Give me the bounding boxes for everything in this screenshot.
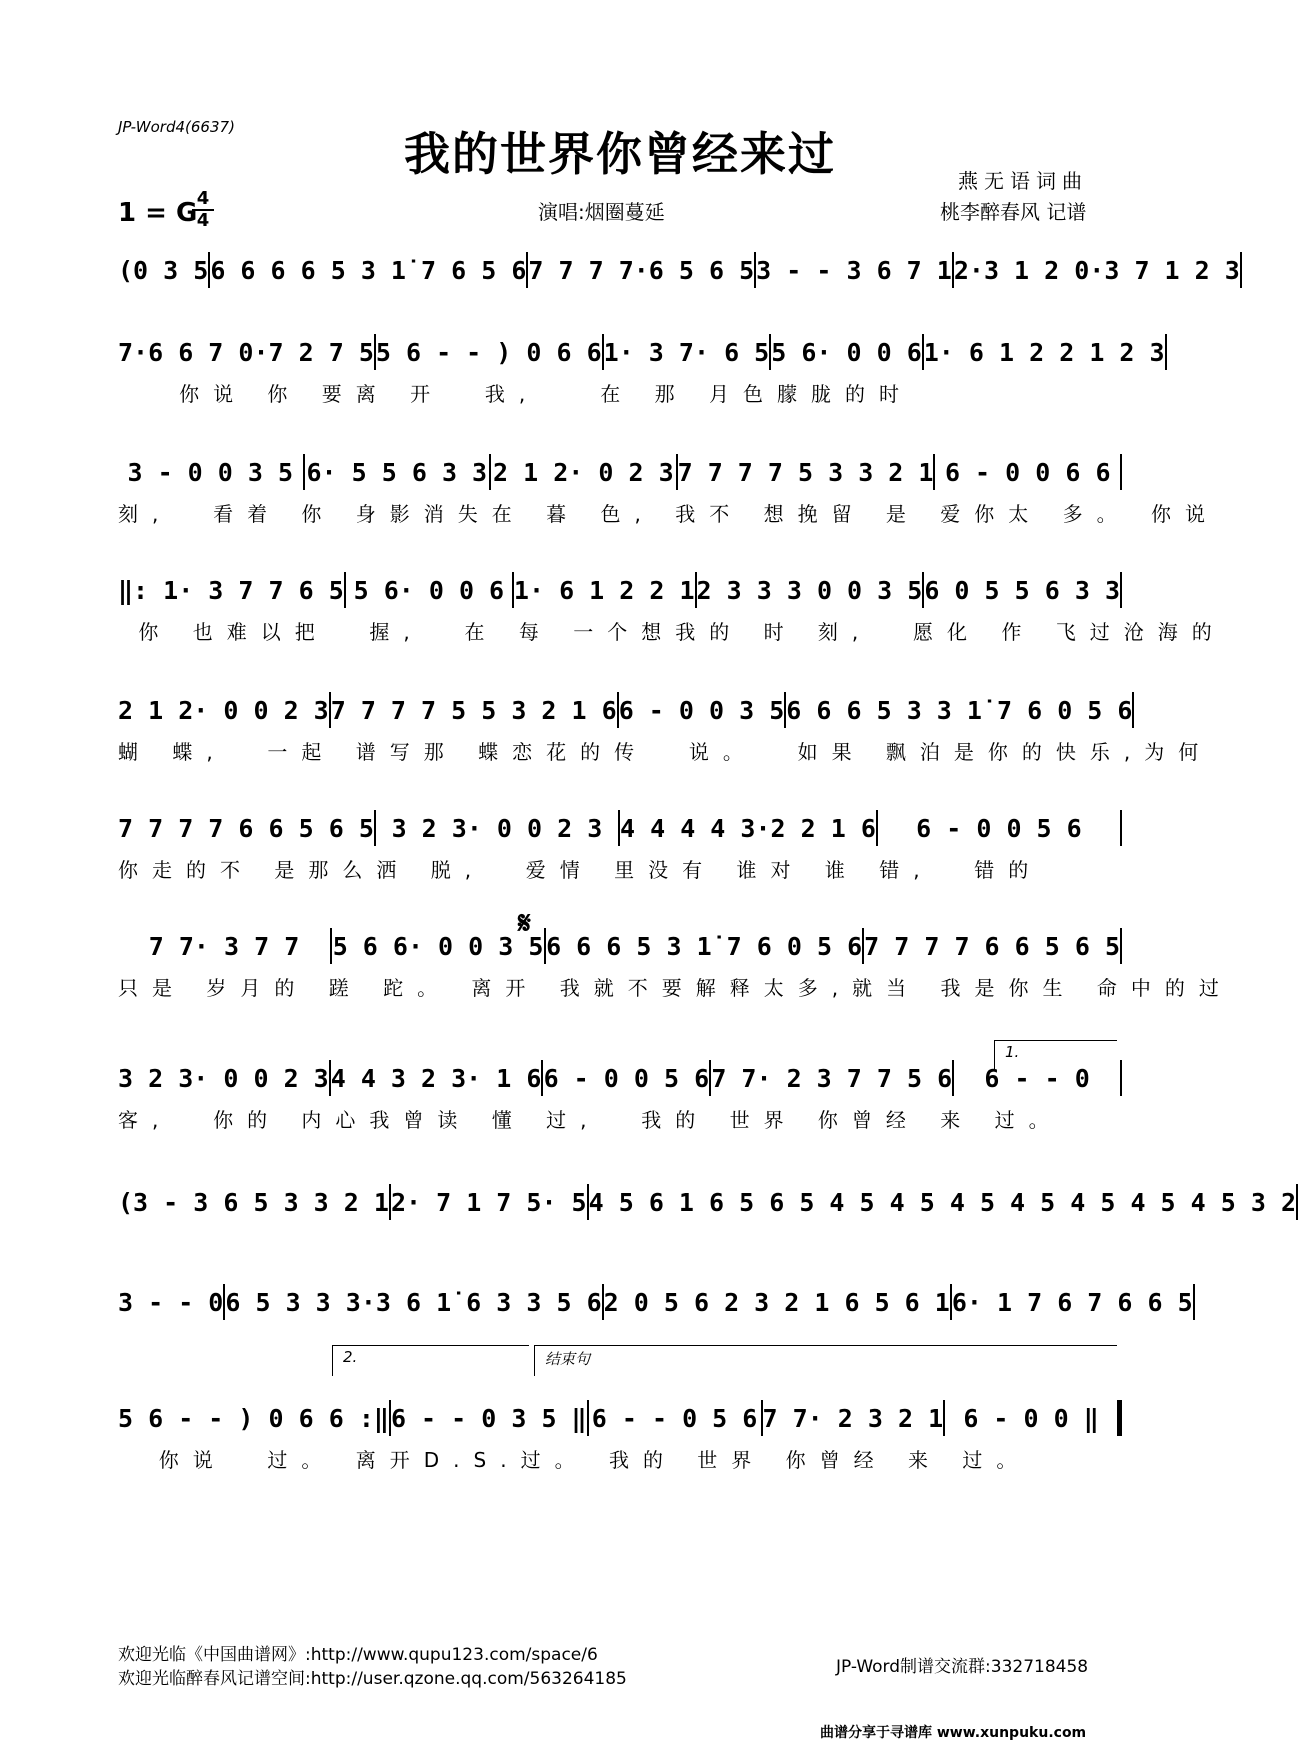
footer-site-link-2: 欢迎光临醉春风记谱空间:http://user.qzone.qq.com/563264185 [118, 1669, 627, 1689]
credit-lyrics: 燕无语词曲 [958, 169, 1088, 193]
footer-site-link-1: 欢迎光临《中国曲谱网》:http://www.qupu123.com/space/6 [118, 1645, 598, 1665]
barline [1165, 334, 1167, 370]
measure: ‖: 1· 3 7 7 6 5 [118, 575, 344, 605]
measure: 1· 6 1 2 2 1 [513, 575, 695, 605]
score-row [118, 808, 1122, 882]
score-row [118, 570, 1226, 644]
measure: 2·3 1 2 0·3 7 1 2 3 [953, 255, 1240, 285]
notes-line [118, 1398, 1122, 1438]
measure: 7 7 7 7 5 3 3 2 1 [677, 457, 934, 487]
measure: 6 6 6 5 3 1̇ 7 6 0 5 6 [546, 931, 863, 961]
measure: 6 6 6 5 3 3 1̇ 7 6 0 5 6 [786, 695, 1133, 725]
measure: 3 - - 3 6 7 1 [756, 255, 952, 285]
measure: 6 - 0 0 ‖ [963, 1403, 1099, 1433]
volta-2-label: 2. [343, 1348, 358, 1366]
lyrics-line: 你走的不 是那么洒 脱, 爱情 里没有 谁对 谁 错, 错的 [118, 858, 1043, 882]
notes-line [118, 1282, 1193, 1322]
measure: 6· 5 5 6 3 3 [306, 457, 488, 487]
barline [1120, 454, 1122, 490]
singer: 演唱:烟圈蔓延 [538, 200, 665, 224]
measure: 1· 3 7· 6 5 [603, 337, 770, 367]
measure: 7·6 6 7 0·7 2 7 5 [118, 337, 374, 367]
measure: 5 6 6· 0 0 3 5 [332, 931, 544, 961]
score-row [118, 1182, 1297, 1222]
measure: 1· 6 1 2 2 1 2 3 [923, 337, 1165, 367]
notes-line [118, 808, 1122, 848]
score-row [118, 1398, 1122, 1472]
measure: 2 0 5 6 2 3 2 1 6 5 6 1 [603, 1287, 950, 1317]
score-row [118, 926, 1233, 1000]
measure: 4 5 6 1 6 5 6 5 4 5 4 5 4 5 4 5 4 5 4 5 4 5 3 2 [588, 1187, 1297, 1217]
barline [1120, 928, 1122, 964]
measure: 5 6· 0 0 6 [771, 337, 922, 367]
score-row [118, 1058, 1122, 1132]
time-top: 4 [196, 188, 210, 209]
lyrics-line: 刻, 看着 你 身影消失在 暮 色, 我不 想挽留 是 爱你太 多。 你说 [118, 502, 1220, 526]
lyrics-line: 只是 岁月的 蹉 跎。 离开 我就不要解释太多,就当 我是你生 命中的过 [118, 976, 1233, 1000]
measure: 6 - - 0 3 5 ‖ [390, 1403, 587, 1433]
measure: 6 6 6 6 5 3 1̇ 7 6 5 6 [210, 255, 527, 285]
volta-1-label: 1. [1005, 1043, 1020, 1061]
measure: 2 1 2· 0 2 3 [493, 457, 674, 487]
measure: (0 3 5 [118, 255, 209, 285]
notes-line [118, 332, 1165, 372]
time-signature [192, 189, 214, 231]
measure: 6 - 0 0 5 6 [543, 1063, 710, 1093]
notes-line [118, 452, 1122, 492]
barline [1132, 692, 1134, 728]
barline [1193, 1284, 1195, 1320]
score-row [118, 1282, 1193, 1322]
share-banner: 曲谱分享于寻谱库 www.xunpuku.com [820, 1725, 1087, 1741]
segno-marker: 𝄋 [518, 906, 531, 941]
measure: 2 1 2· 0 0 2 3 [118, 695, 329, 725]
score-row [118, 690, 1213, 764]
ending-bracket [534, 1345, 1117, 1376]
measure: 2· 7 1 7 5· 5 [390, 1187, 587, 1217]
barline [1120, 572, 1122, 608]
lyrics-line: 客, 你的 内心我曾读 懂 过, 我的 世界 你曾经 来 过。 [118, 1108, 1063, 1132]
barline [1117, 1400, 1122, 1436]
notes-line [118, 570, 1122, 610]
measure: 4 4 3 2 3· 1 6 [330, 1063, 542, 1093]
measure: 2 3 3 3 0 0 3 5 [696, 575, 923, 605]
measure: 7 7 7 7 5 5 3 2 1 6 [330, 695, 617, 725]
measure: 6 - - 0 5 6 [591, 1403, 758, 1433]
measure: 5 6 - - ) 0 6 6 [375, 337, 602, 367]
measure: 7 7· 2 3 7 7 5 6 [711, 1063, 953, 1093]
measure: 7 7· 2 3 2 1 [762, 1403, 944, 1433]
barline [1120, 1060, 1122, 1096]
footer-group: JP-Word制谱交流群:332718458 [836, 1657, 1089, 1677]
measure: 6· 1 7 6 7 6 6 5 [951, 1287, 1193, 1317]
barline [1240, 252, 1242, 288]
score-row [118, 332, 1165, 406]
measure: 3 - 0 0 3 5 [127, 457, 294, 487]
credit-notation: 桃李醉春风 记谱 [940, 200, 1087, 224]
score-row [118, 452, 1220, 526]
measure: 6 0 5 5 6 3 3 [924, 575, 1120, 605]
notes-line [118, 1182, 1297, 1222]
notes-line [118, 1058, 1122, 1098]
score-row [118, 250, 1240, 290]
page-title: 我的世界你曾经来过 [404, 127, 836, 181]
measure: 7 7 7 7·6 5 6 5 [528, 255, 755, 285]
measure: 6 - 0 0 5 6 [916, 813, 1082, 843]
measure: 6 - 0 0 3 5 [618, 695, 785, 725]
lyrics-line: 你说 你 要离 开 我, 在 那 月色朦胧的时 [118, 382, 914, 406]
volta-2 [332, 1345, 529, 1376]
measure: 6 - 0 0 6 6 [944, 457, 1111, 487]
measure: 4 4 4 4 3·2 2 1 6 [620, 813, 876, 843]
measure: 5 6· 0 0 6 [353, 575, 505, 605]
key-signature: 1 = G [118, 198, 198, 228]
notes-line [118, 250, 1240, 290]
barline [1120, 810, 1122, 846]
measure: 3 2 3· 0 0 2 3 [118, 1063, 329, 1093]
measure: 6 - - 0 [984, 1063, 1090, 1093]
measure: 7 7· 3 7 7 [148, 931, 300, 961]
software-tag: JP-Word4(6637) [118, 118, 235, 136]
time-bottom: 4 [192, 209, 214, 231]
measure: 5 6 - - ) 0 6 6 :‖ [118, 1403, 389, 1433]
notes-line [118, 690, 1133, 730]
lyrics-line: 蝴 蝶, 一起 谱写那 蝶恋花的传 说。 如果 飘泊是你的快乐,为何 [118, 740, 1213, 764]
lyrics-line: 你说 过。 离开D.S.过。 我的 世界 你曾经 来 过。 [118, 1448, 1031, 1472]
measure: 3 - - 0 [118, 1287, 224, 1317]
measure: (3 - 3 6 5 3 3 2 1 [118, 1187, 389, 1217]
measure: 3 2 3· 0 0 2 3 [391, 813, 603, 843]
measure: 7 7 7 7 6 6 5 6 5 [864, 931, 1121, 961]
measure: 6 5 3 3 3·3 6 1̇ 6 3 3 5 6 [225, 1287, 602, 1317]
volta-1 [994, 1040, 1117, 1071]
measure: 7 7 7 7 6 6 5 6 5 [118, 813, 374, 843]
lyrics-line: 你 也难以把 握, 在 每 一个想我的 时 刻, 愿化 作 飞过沧海的 [118, 620, 1226, 644]
notes-line [118, 926, 1122, 966]
ending-label: 结束句 [545, 1350, 591, 1368]
